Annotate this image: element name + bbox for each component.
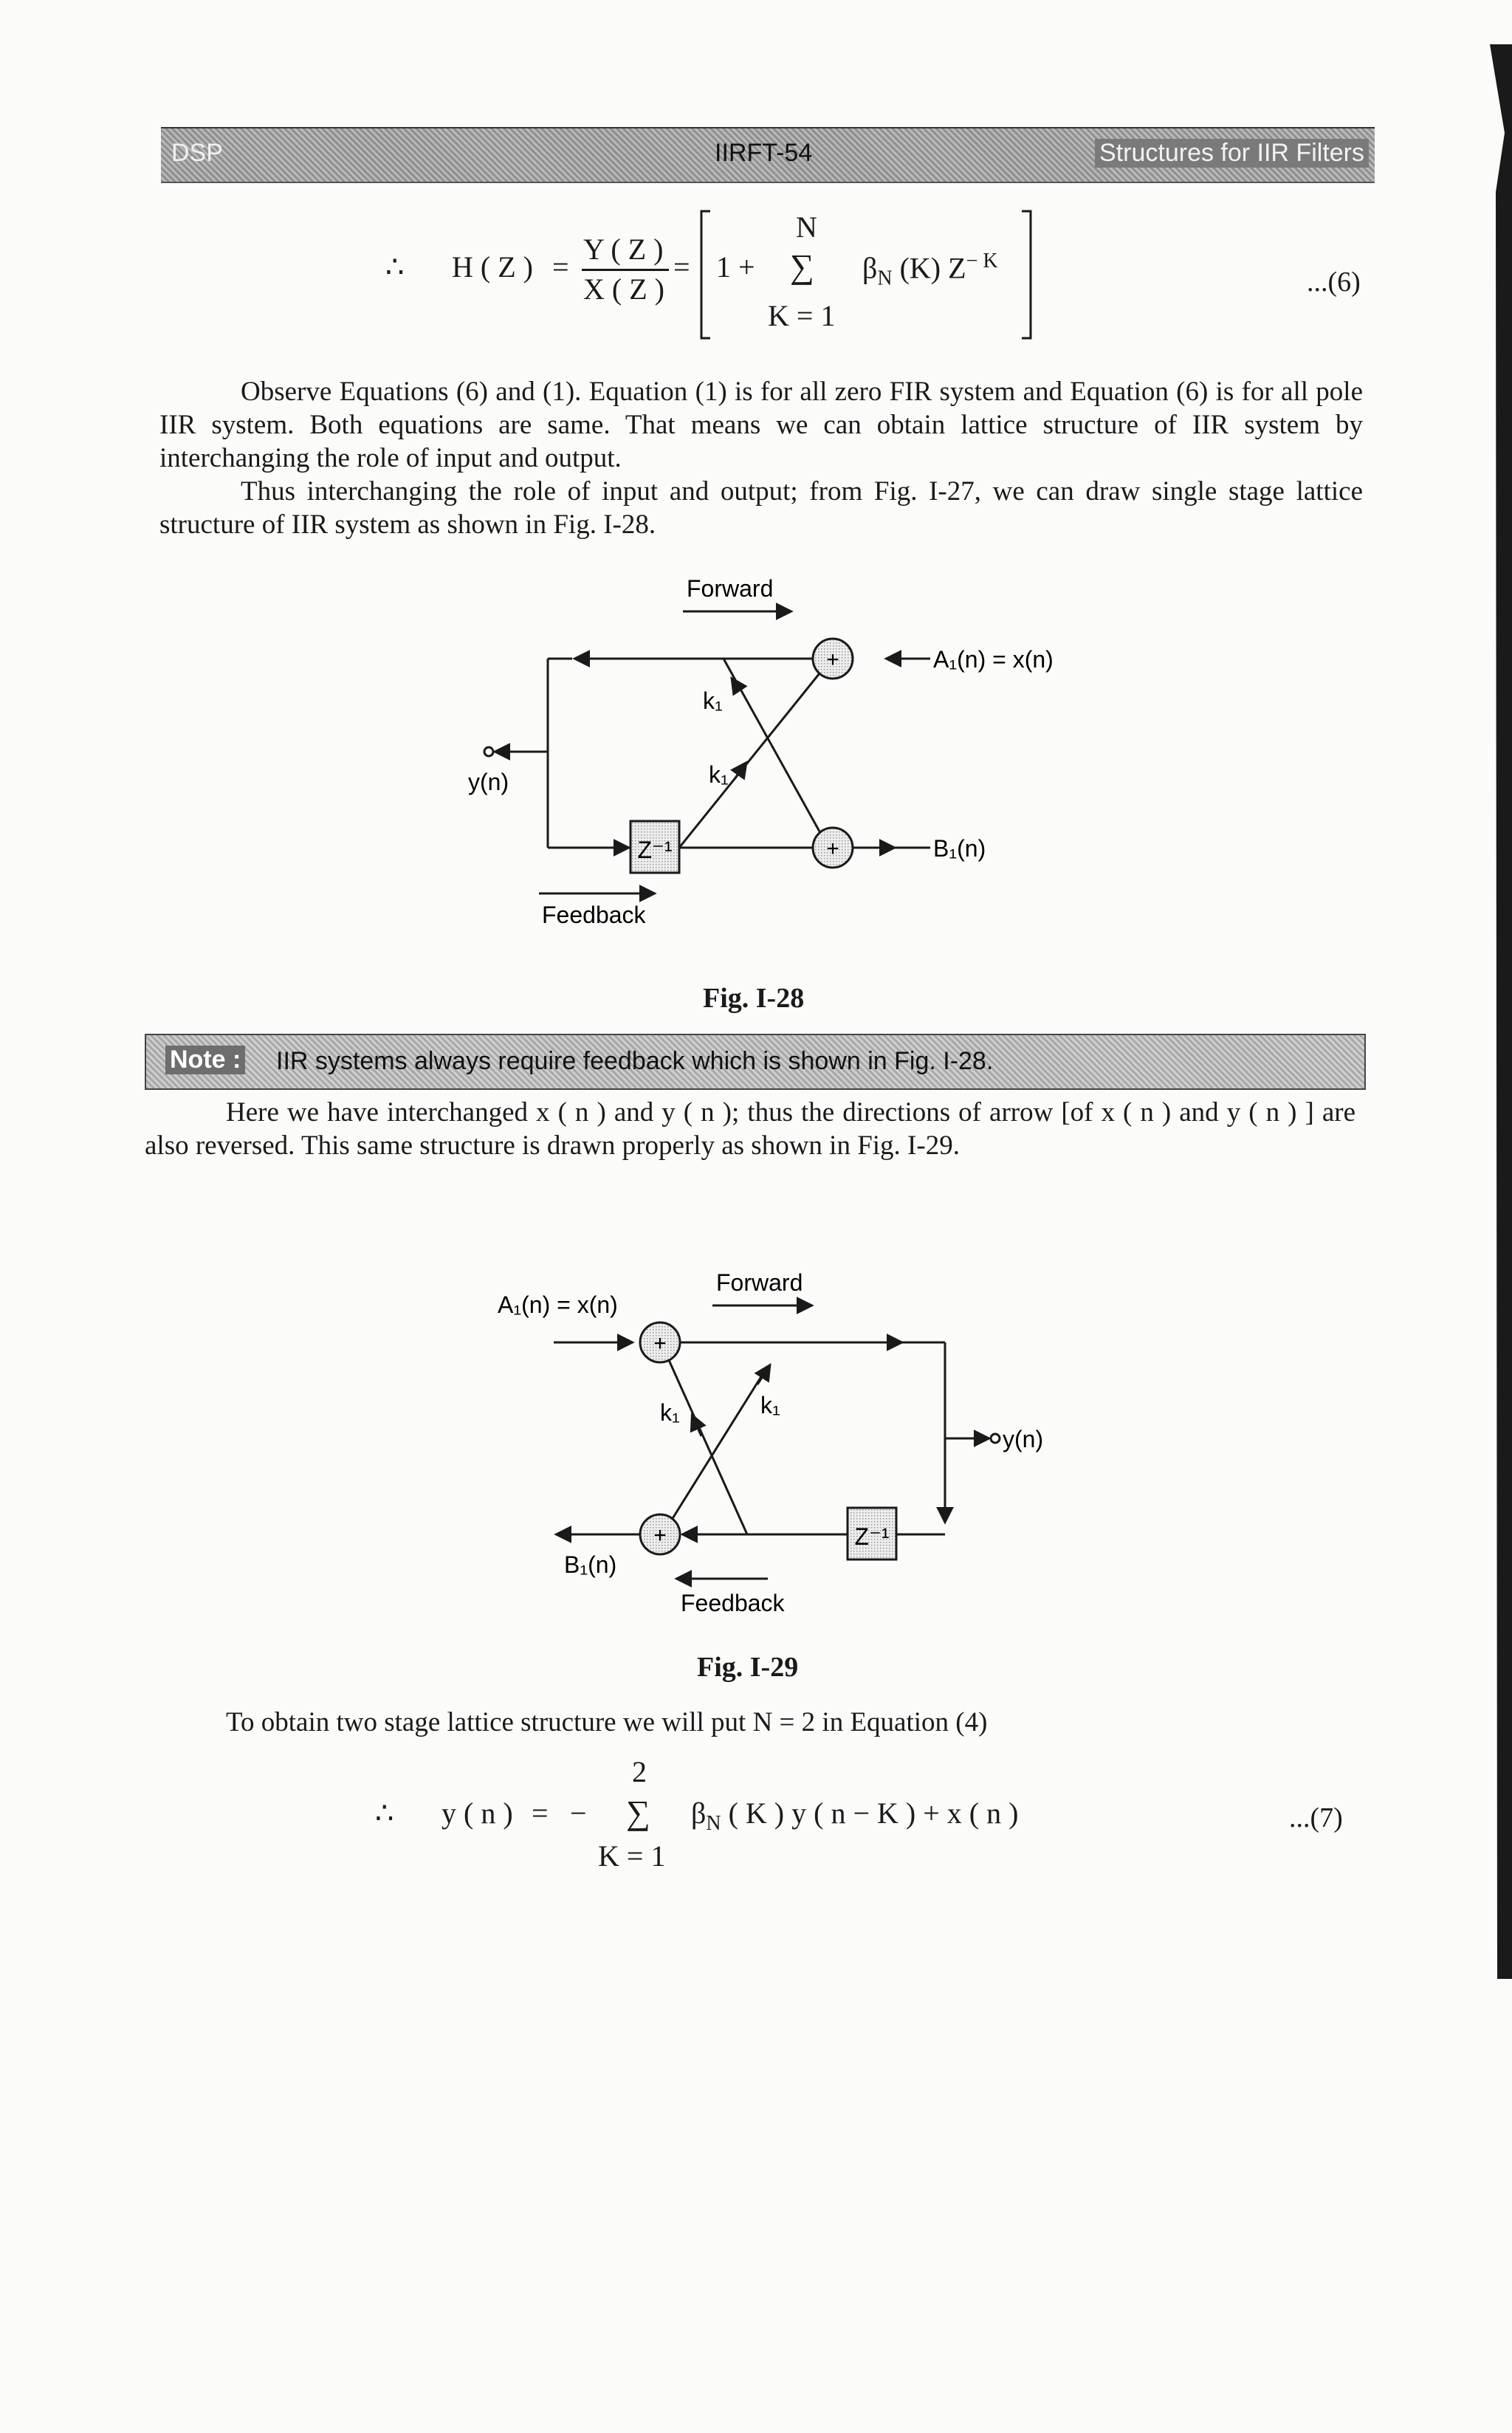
eq7-sigma: ∑ (626, 1794, 650, 1831)
forward-label: Forward (687, 575, 774, 602)
page-edge-shadow (1490, 44, 1512, 1979)
eq6-one-plus: 1 + (716, 250, 755, 284)
adder-symbol: + (826, 648, 839, 672)
eq7-sum-lower: K = 1 (598, 1839, 666, 1873)
paragraph-4: To obtain two stage lattice structure we will put N = 2 in Equation (4) (226, 1707, 988, 1737)
eq6-sigma: ∑ (790, 247, 814, 285)
input-label: A₁(n) = x(n) (933, 646, 1054, 673)
cross-line-right (672, 1366, 768, 1520)
eq7-lhs: y ( n ) (441, 1797, 513, 1830)
eq6-equals-2: = (673, 250, 690, 284)
k1-right-arrow (757, 1366, 769, 1384)
adder-symbol: + (653, 1523, 667, 1548)
eq6-lhs: H ( Z ) (452, 250, 533, 284)
output-label: y(n) (1003, 1426, 1044, 1452)
eq7-term: $\beta_N$ ( K ) y ( n − K ) + x ( n ) (691, 1797, 1019, 1835)
page-header (161, 127, 1375, 183)
output-label: y(n) (468, 769, 509, 795)
figure-i-29 (472, 1255, 1152, 1639)
figure-i-28 (443, 569, 1093, 938)
paragraph-3: Here we have interchanged x ( n ) and y ( n ); thus the directions of arrow [of x ( n ) and y ( n ) ] are also reversed. This same structure is drawn properly as shown in Fig. I-29. (145, 1097, 1355, 1161)
eq6-equals-1: = (552, 250, 569, 284)
eq7-equals: = (532, 1797, 549, 1830)
output-terminal (991, 1434, 1000, 1443)
feedback-label: Feedback (542, 902, 646, 928)
eq6-term: $\beta_N$ (K) $Z^{- K}$ (862, 250, 998, 290)
feedback-label: Feedback (681, 1590, 785, 1616)
k1-bottom-arrow (735, 763, 746, 779)
eq7-sum-upper: 2 (632, 1755, 647, 1788)
k1-bottom-label: k₁ (709, 761, 729, 788)
fraction-bar (582, 269, 669, 271)
delay-label: Z⁻¹ (854, 1523, 890, 1550)
k1-top-label: k₁ (703, 687, 723, 714)
eq7-minus: − (570, 1797, 587, 1830)
eq6-denominator: X ( Z ) (583, 272, 664, 306)
eq6-sum-lower: K = 1 (768, 299, 836, 332)
header-page-number: IIRFT-54 (715, 139, 813, 167)
b1-label: B₁(n) (933, 835, 986, 862)
delay-label: Z⁻¹ (637, 837, 673, 863)
note-box (145, 1034, 1366, 1090)
figure-i-29-caption: Fig. I-29 (697, 1652, 799, 1683)
cross-line-left (669, 1360, 747, 1534)
eq7-number: ...(7) (1289, 1802, 1343, 1833)
note-label: Note : (165, 1046, 245, 1074)
cross-line-down (724, 659, 819, 831)
therefore-symbol: ∴ (375, 1797, 394, 1830)
eq6-sum-upper: N (796, 210, 817, 244)
figure-i-28-caption: Fig. I-28 (703, 983, 805, 1014)
note-text: IIR systems always require feedback which is shown in Fig. I-28. (276, 1047, 994, 1075)
eq6-number: ...(6) (1307, 267, 1361, 298)
adder-symbol: + (826, 837, 839, 861)
header-left: DSP (171, 139, 223, 167)
eq6-numerator: Y ( Z ) (583, 233, 664, 266)
cross-line-up (679, 673, 819, 848)
k1-right-label: k₁ (760, 1392, 780, 1418)
k1-left-label: k₁ (660, 1399, 680, 1426)
k1-left-arrow (693, 1416, 701, 1436)
output-terminal (484, 747, 493, 756)
header-chapter-title: Structures for IIR Filters (1095, 139, 1369, 168)
paragraph-1: Observe Equations (6) and (1). Equation (1) is for all zero FIR system and Equation (6) is for all pole IIR system. Both equations are same. That means we can obtain lattice structure of IIR system by interchanging the role of input and output. (159, 377, 1363, 473)
paragraph-2: Thus interchanging the role of input and output; from Fig. I-27, we can draw single stage lattice structure of IIR system as shown in Fig. I-28. (159, 476, 1363, 540)
input-label: A₁(n) = x(n) (498, 1291, 618, 1318)
adder-symbol: + (653, 1331, 667, 1356)
forward-label: Forward (716, 1269, 803, 1296)
b1-label: B₁(n) (564, 1551, 617, 1578)
therefore-symbol: ∴ (385, 250, 405, 284)
